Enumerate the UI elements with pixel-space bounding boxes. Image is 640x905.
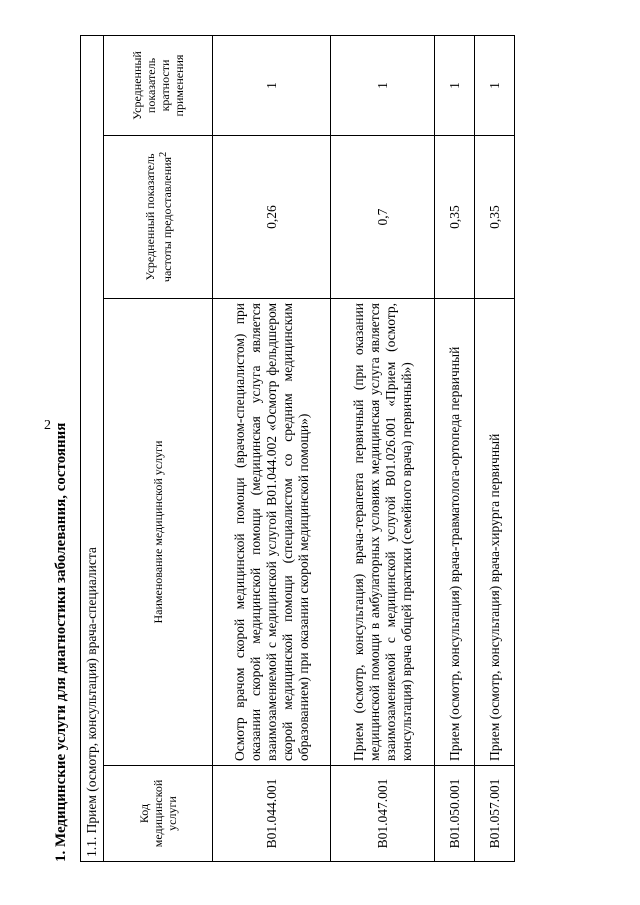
subsection-row: [81, 36, 104, 862]
header-row: [104, 36, 213, 862]
service-code: B01.050.001: [435, 766, 475, 862]
section-title: 1. Медицинские услуги для диагностики заболевания, состояния: [53, 422, 69, 862]
col-header-name: Наименование медицинской услуги: [104, 299, 213, 766]
service-code: B01.047.001: [331, 766, 435, 862]
col-header-multiplicity: Усредненный показатель кратности применения: [104, 36, 213, 136]
service-frequency: 0,35: [435, 136, 475, 299]
service-multiplicity: 1: [331, 36, 435, 136]
table-row: [435, 36, 475, 862]
services-table: [80, 35, 515, 862]
service-multiplicity: 1: [435, 36, 475, 136]
table-row: [475, 36, 515, 862]
table-row: [213, 36, 331, 862]
service-frequency: 0,26: [213, 136, 331, 299]
service-name: Прием (осмотр, консультация) врача-хирурга первичный: [475, 299, 515, 766]
table-row: [331, 36, 435, 862]
service-name: Осмотр врачом скорой медицинской помощи (врачом-специалистом) при оказании скорой медицинской помощи (медицинская услуга является взаимозаменяемой с медицинской услугой B01.044.002 «Осмотр фельдшером скорой медицинской помощи (специалистом со средним медицинским образованием) при оказании скорой медицинской помощи»): [213, 299, 331, 766]
rotated-page-content: [50, 42, 640, 862]
service-name: Прием (осмотр, консультация) врача-травматолога-ортопеда первичный: [435, 299, 475, 766]
service-frequency: 0,7: [331, 136, 435, 299]
subsection-title: 1.1. Прием (осмотр, консультация) врача-специалиста: [81, 36, 104, 862]
service-name: Прием (осмотр, консультация) врача-терапевта первичный (при оказании медицинской помощи в амбулаторных условиях медицинская услуга является взаимозаменяемой с медицинской услугой B01.026.001 «Прием (осмотр, консультация) врача общей практики (семейного врача) первичный»): [331, 299, 435, 766]
col-header-frequency: [104, 136, 213, 299]
service-code: B01.057.001: [475, 766, 515, 862]
service-code: B01.044.001: [213, 766, 331, 862]
service-frequency: 0,35: [475, 136, 515, 299]
service-multiplicity: 1: [475, 36, 515, 136]
col-header-code: Код медицинской услуги: [104, 766, 213, 862]
service-multiplicity: 1: [213, 36, 331, 136]
col-header-frequency-label: Усредненный показатель частоты предоставления: [142, 153, 174, 283]
page-number: 2: [44, 418, 51, 433]
footnote-marker: 2: [157, 151, 169, 157]
